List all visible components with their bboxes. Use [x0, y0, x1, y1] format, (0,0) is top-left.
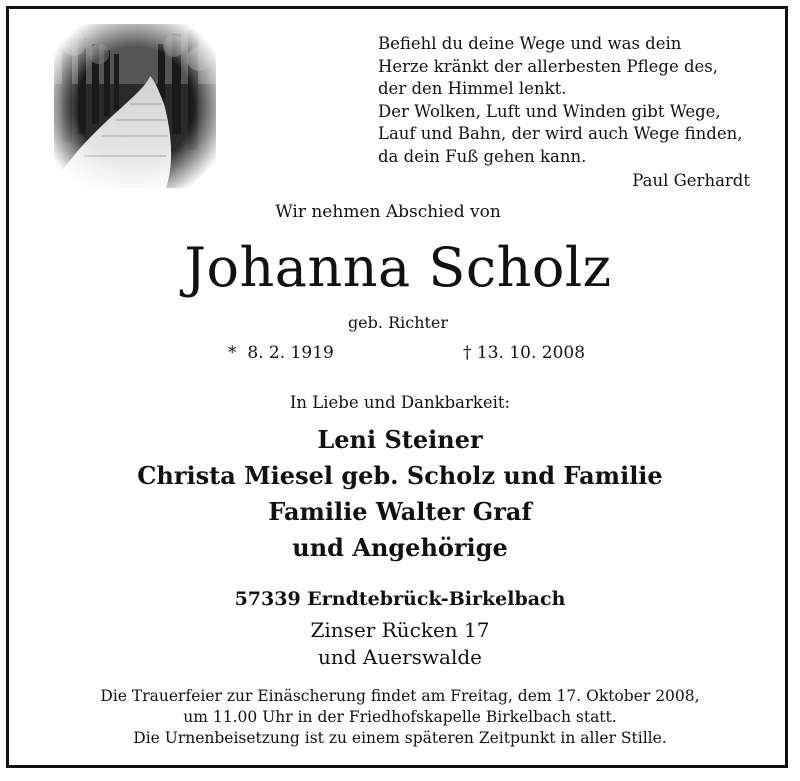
- address-extra: und Auerswalde: [318, 645, 482, 669]
- mourner: Familie Walter Graf: [268, 497, 532, 526]
- maiden-name: geb. Richter: [347, 313, 449, 332]
- gratitude-line: In Liebe und Dankbarkeit:: [289, 393, 511, 412]
- birth-date-value: 8. 2. 1919: [247, 343, 334, 363]
- funeral-notice-line: Die Urnenbeisetzung ist zu einem späteren Zeitpunkt in aller Stille.: [133, 729, 667, 747]
- poem-line: da dein Fuß gehen kann.: [378, 146, 587, 166]
- mourner: Leni Steiner: [317, 425, 483, 454]
- birth-date: [228, 343, 334, 363]
- poem-line: Lauf und Bahn, der wird auch Wege finden,: [378, 124, 743, 143]
- poem-author: Paul Gerhardt: [632, 171, 750, 190]
- poem-line: Herze kränkt der allerbesten Pflege des,: [378, 56, 719, 76]
- address-city: 57339 Erndtebrück-Birkelbach: [234, 588, 566, 610]
- poem-line: der den Himmel lenkt.: [378, 79, 567, 98]
- poem-line: Befiehl du deine Wege und was dein: [378, 34, 682, 53]
- funeral-notice-line: um 11.00 Uhr in der Friedhofskapelle Birkelbach statt.: [183, 708, 617, 726]
- poem-line: Der Wolken, Luft und Winden gibt Wege,: [378, 101, 721, 121]
- intro-text: Wir nehmen Abschied von: [275, 202, 501, 222]
- birth-symbol: *: [228, 343, 237, 363]
- deceased-name: Johanna Scholz: [184, 236, 612, 299]
- cross-icon: †: [463, 343, 472, 363]
- mourner: und Angehörige: [292, 533, 508, 562]
- tree-lined-path-photo: [54, 24, 216, 188]
- death-date-value: 13. 10. 2008: [476, 343, 586, 363]
- mourner: Christa Miesel geb. Scholz und Familie: [137, 461, 663, 490]
- funeral-notice: [0, 686, 800, 749]
- poem: [378, 33, 758, 193]
- address-street: Zinser Rücken 17: [310, 618, 490, 642]
- death-date: [463, 343, 585, 363]
- mourners-list: [0, 422, 800, 566]
- address-block: [0, 617, 800, 671]
- funeral-notice-line: Die Trauerfeier zur Einäscherung findet am Freitag, dem 17. Oktober 2008,: [100, 687, 700, 705]
